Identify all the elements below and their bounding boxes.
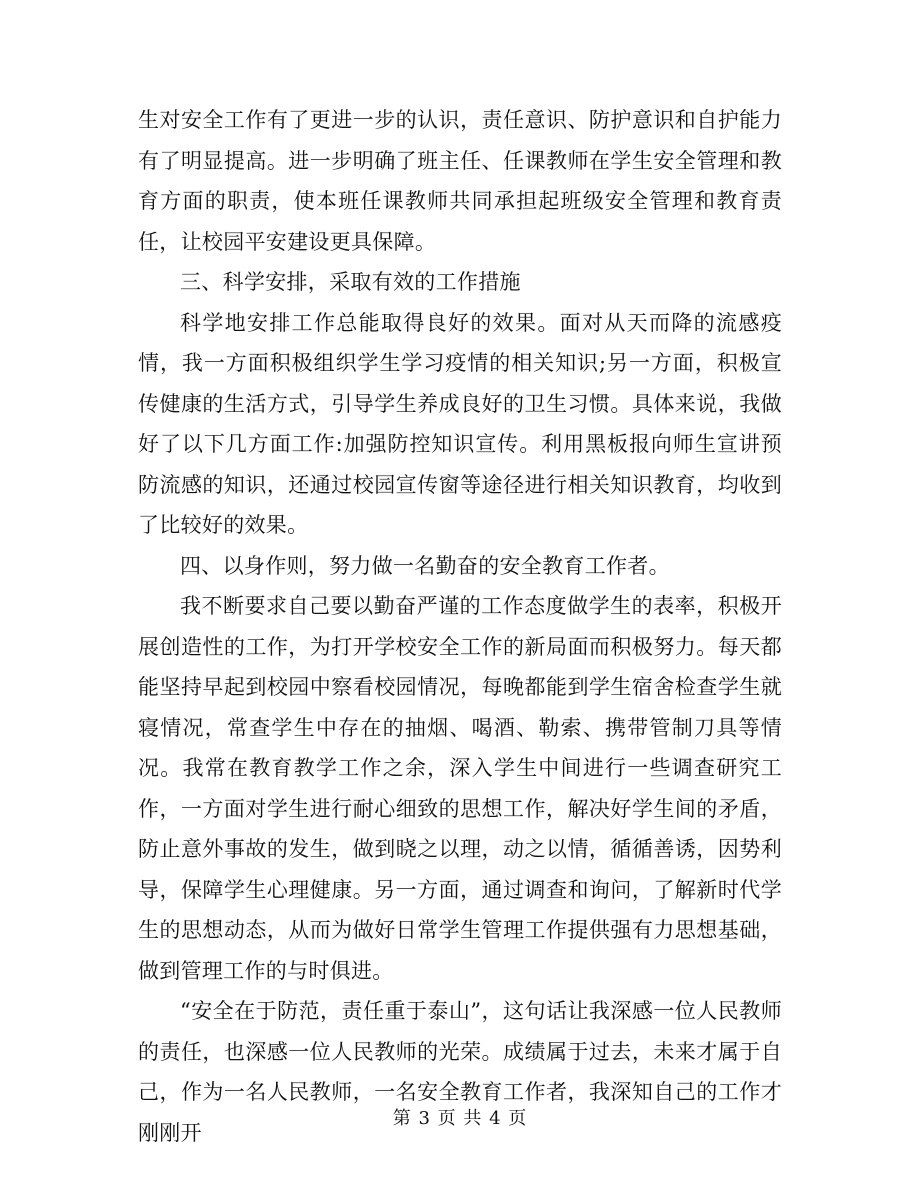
document-page bbox=[138, 100, 782, 1153]
paragraph-role-model: 我不断要求自己要以勤奋严谨的工作态度做学生的表率，积极开展创造性的工作，为打开学校安全工作的新局面而积极努力。每天都能坚持早起到校园中察看校园情况，每晚都能到学生宿舍检查学生就寝情况，常查学生中存在的抽烟、喝酒、勒索、携带管制刀具等情况。我常在教育教学工作之余，深入学生中间进行一些调查研究工作，一方面对学生进行耐心细致的思想工作，解决好学生间的矛盾，防止意外事故的发生，做到晓之以理，动之以情，循循善诱，因势利导，保障学生心理健康。另一方面，通过调查和询问，了解新时代学生的思想动态，从而为做好日常学生管理工作提供强有力思想基础，做到管理工作的与时俱进。 bbox=[138, 594, 782, 983]
paragraph-closing: “安全在于防范，责任重于泰山”，这句话让我深感一位人民教师的责任，也深感一位人民教师的光荣。成绩属于过去，未来才属于自己，作为一名人民教师，一名安全教育工作者，我深知自己的工作才刚刚开 bbox=[138, 999, 782, 1145]
section-heading-4: 四、以身作则，努力做一名勤奋的安全教育工作者。 bbox=[180, 553, 670, 578]
page-number-footer: 第 3 页 共 4 页 bbox=[392, 1108, 528, 1129]
paragraph-methods: 科学地安排工作总能取得良好的效果。面对从天而降的流感疫情，我一方面积极组织学生学习疫情的相关知识;另一方面，积极宣传健康的生活方式，引导学生养成良好的卫生习惯。具体来说，我做好了以下几方面工作:加强防控知识宣传。利用黑板报向师生宣讲预防流感的知识，还通过校园宣传窗等途径进行相关知识教育，均收到了比较好的效果。 bbox=[138, 310, 782, 537]
section-heading-3: 三、科学安排，采取有效的工作措施 bbox=[180, 270, 521, 294]
paragraph-continuation: 生对安全工作有了更进一步的认识，责任意识、防护意识和自护能力有了明显提高。进一步明确了班主任、任课教师在学生安全管理和教育方面的职责，使本班任课教师共同承担起班级安全管理和教育责任，让校园平安建设更具保障。 bbox=[138, 108, 782, 254]
